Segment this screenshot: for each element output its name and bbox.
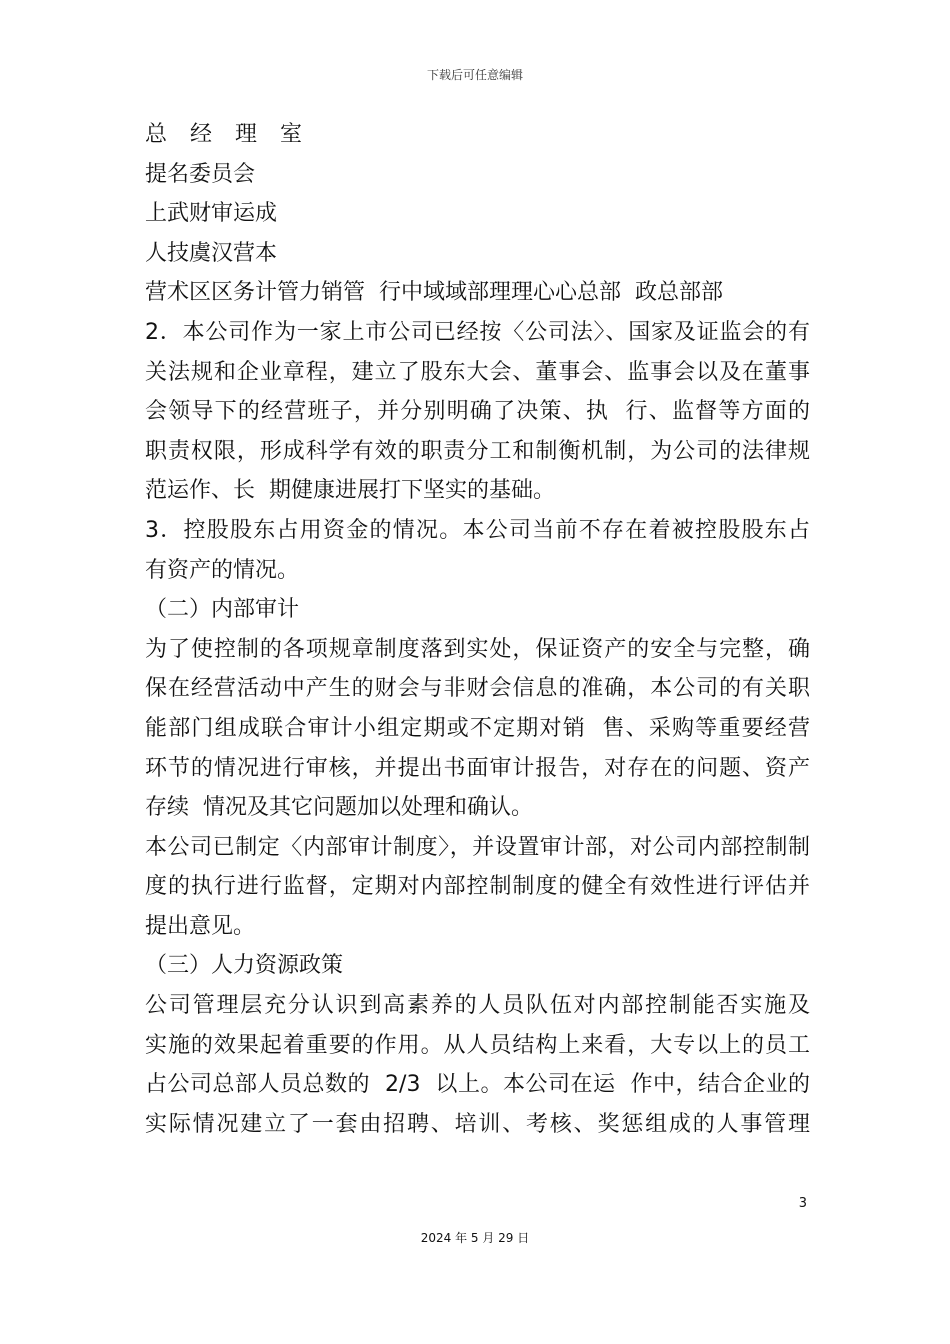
paragraph-line: 本公司已制定〈内部审计制度〉，并设置审计部，对公司内部控制制: [145, 834, 810, 860]
paragraph-line: 关法规和企业章程，建立了股东大会、董事会、监事会以及在董事: [145, 359, 810, 385]
paragraph-line: 为了使控制的各项规章制度落到实处，保证资产的安全与完整，确: [145, 636, 810, 662]
page-footer-date: 2024 年 5 月 29 日: [420, 1231, 530, 1245]
org-chart-line-4: 人技虞汉营本: [145, 240, 278, 266]
section-heading: （二）内部审计: [145, 597, 300, 623]
paragraph-line: 范运作、长 期健康进展打下坚实的基础。: [145, 478, 555, 504]
org-chart-line-5: 营术区区务计管力销管 行中域域部理理心心总部 政总部部: [145, 280, 723, 306]
paragraph-line: 2．本公司作为一家上市公司已经按〈公司法〉、国家及证监会的有: [145, 319, 810, 345]
org-chart-line-2: 提名委员会: [145, 161, 256, 187]
section-heading: （三）人力资源政策: [145, 953, 344, 979]
paragraph-line: 实施的效果起着重要的作用。从人员结构上来看，大专以上的员工: [145, 1032, 810, 1058]
paragraph-line: 3．控股股东占用资金的情况。本公司当前不存在着被控股股东占: [145, 517, 810, 543]
document-body: [145, 115, 810, 1144]
page-number: 3: [798, 1196, 807, 1211]
org-chart-line-1: 总 经 理 室: [145, 122, 310, 147]
paragraph-line: 度的执行进行监督，定期对内部控制制度的健全有效性进行评估并: [145, 874, 810, 900]
paragraph-line: 能部门组成联合审计小组定期或不定期对销 售、采购等重要经营: [145, 715, 810, 741]
org-chart-line-3: 上武财审运成: [145, 201, 278, 227]
paragraph-line: 职责权限，形成科学有效的职责分工和制衡机制，为公司的法律规: [145, 438, 810, 464]
paragraph-line: 提出意见。: [145, 913, 256, 939]
paragraph-line: 公司管理层充分认识到高素养的人员队伍对内部控制能否实施及: [145, 993, 810, 1019]
paragraph-line: 占公司总部人员总数的 2/3 以上。本公司在运 作中，结合企业的: [145, 1072, 810, 1098]
paragraph-line: 会领导下的经营班子，并分别明确了决策、执 行、监督等方面的: [145, 399, 810, 425]
paragraph-line: 有资产的情况。: [145, 557, 300, 583]
paragraph-line: 环节的情况进行审核，并提出书面审计报告，对存在的问题、资产: [145, 755, 810, 781]
paragraph-line: 存续 情况及其它问题加以处理和确认。: [145, 795, 533, 821]
paragraph-line: 实际情况建立了一套由招聘、培训、考核、奖惩组成的人事管理: [145, 1111, 810, 1137]
paragraph-line: 保在经营活动中产生的财会与非财会信息的准确，本公司的有关职: [145, 676, 810, 702]
page-header: 下载后可任意编辑: [426, 68, 523, 82]
